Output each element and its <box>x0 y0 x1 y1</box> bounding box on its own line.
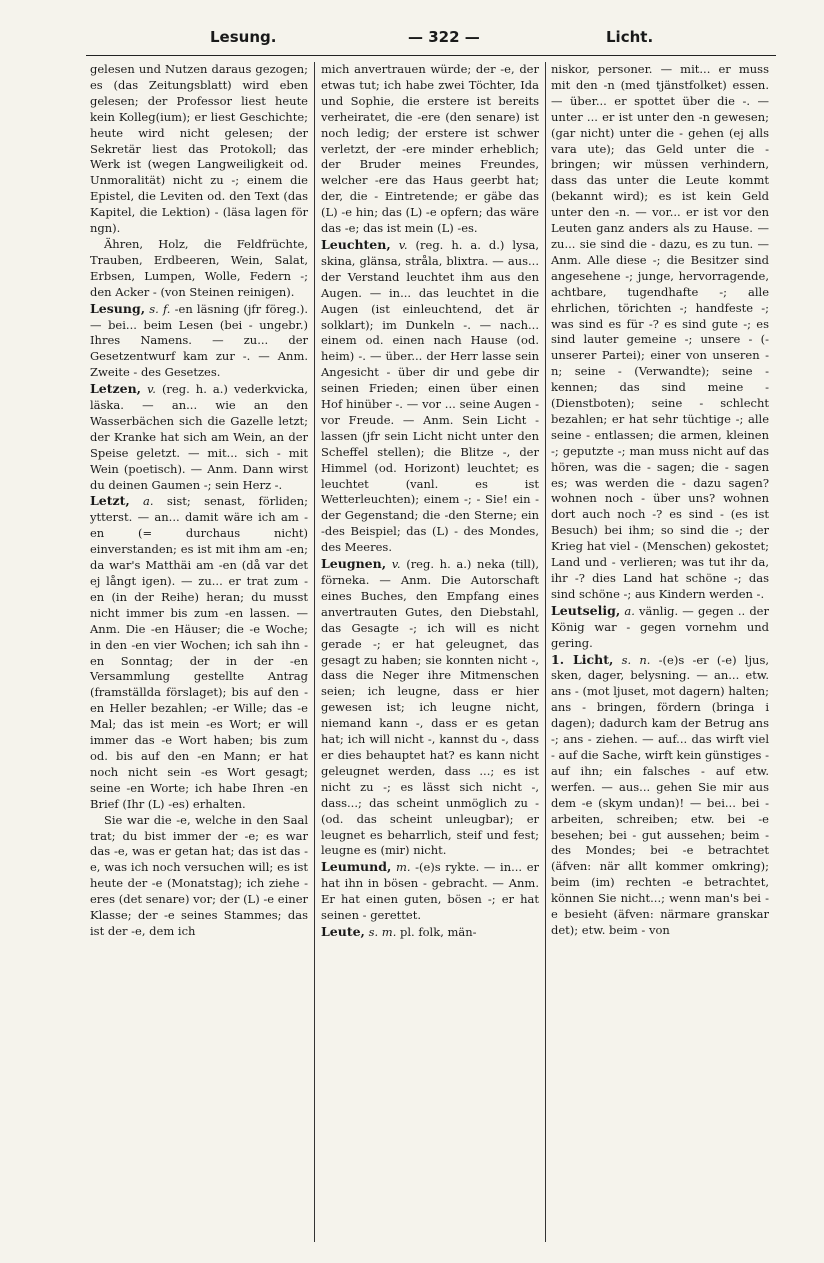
column-3 <box>551 62 769 939</box>
entry-text: Ähren, Holz, die Feldfrüchte, Trauben, Erdbeeren, Wein, Salat, Erbsen, Lumpen, Wolle, Federn -; den Acker - (von Steinen reinigen). <box>90 236 308 299</box>
entry-text: pl. folk, män- <box>400 924 477 939</box>
dictionary-entry <box>90 381 308 493</box>
entry-text: gelesen und Nutzen daraus gezogen; es (das Zeitungsblatt) wird eben gelesen; der Professor liest heute kein Kolleg(ium); er liest Geschichte; heute wird nicht gelesen; der Sekretär liest das Protokoll; das Werk ist (wegen Langweiligkeit od. Unmoralität) nicht zu -; einem die Epistel, die Leviten od. den Text (das Kapitel, die Lektion) - (läsa lagen för ngn). <box>90 62 308 236</box>
headword: Letzen, <box>90 381 142 397</box>
dictionary-entry <box>321 556 539 859</box>
dictionary-entry <box>90 301 308 382</box>
entry-continuation <box>90 237 308 301</box>
dictionary-entry <box>90 493 308 812</box>
entry-text: sist; senast, förliden; ytterst. — an... damit wäre ich am -en (= durchaus nicht) einverstanden; es ist mit ihm am -en; da war's Matthäi am -en (då var det ej långt igen). — zu... er trat zum - en (in der Reihe) heran; du musst nicht immer bis zum -en lassen. — Anm. Die -en Häuser; die -e Woche; in den -en vier Wochen; ich sah ihn -en Sonntag; der in der -en Versammlung gestellte Antrag (framställda förslaget); bis auf den -en Heller bezahlen; -er Wille; das -e Mal; das ist mein -es Wort; er will immer das -e Wort haben; bis zum od. bis auf den -en Mann; er hat noch nicht sein -es Wort gesagt; seine -en Worte; ich habe Ihren -en Brief (Ihr (L) -es) erhalten. <box>90 494 308 811</box>
entry-text: niskor, personer. — mit... er muss mit den -n (med tjänstfolket) essen. — über... er spottet über die -. — unter ... er ist unter den -n gewesen; (gar nicht) unter die - gehen (ej alls vara ute); das Geld unter die - bringen; wir müssen verhindern, dass das unter die Leute kommt (bekannt wird); es ist kein Geld unter den -n. — vor... er ist vor den Leuten ganz anders als zu Hause. — zu... sie sind die - dazu, es zu tun. — Anm. Alle diese -; die Besitzer sind angesehene -; junge, hervorragende, achtbare, tugendhafte -; alle ehrlichen, törichten -; handfeste -; was sind es für -? es sind gute -; es sind lauter gemeine -; unsere - (- unserer Partei); einer von unseren -n; seine - (Verwandte); seine -kennen; das sind meine - (Dienstboten); seine - schlecht bezahlen; er hat sehr tüchtige -; alle seine - entlassen; die armen, kleinen -; geputzte -; man muss nicht auf das hören, was die - sagen; die - sagen es; was werden die - dazu sagen? wohnen noch - über uns? wohnen dort auch noch -? es sind - (es ist Besuch) bei ihm; so sind die -; der Krieg hat viel - (Menschen) gekostet; Land und - verlieren; was tut ihr da, ihr -? dies Land hat schöne -; das sind schöne -; aus Kindern werden -. <box>551 62 769 601</box>
dictionary-entry <box>321 859 539 924</box>
headword: Leutselig, <box>551 602 621 618</box>
grammar-label: a. <box>143 494 154 509</box>
headword: Letzt, <box>90 493 130 509</box>
headword: 1. Licht, <box>551 651 614 667</box>
entry-continuation <box>551 62 769 603</box>
entry-continuation <box>321 62 539 237</box>
entry-text: vänlig. — gegen .. der König war - gegen vornehm und gering. <box>551 603 769 650</box>
entry-text: mich anvertrauen würde; der -e, der etwas tut; ich habe zwei Töchter, Ida und Sophie, die erstere ist bereits verheiratet, die -ere (den senare) ist noch ledig; der erstere ist schwer verletzt, der -ere minder erheblich; der Bruder meines Freundes, welcher -ere das Haus geerbt hat; der, die - Eintretende; er gäbe das (L) -e hin; das (L) -e opfern; das wäre das -e; das ist mein (L) -es. <box>321 62 539 236</box>
headword: Lesung, <box>90 300 146 316</box>
entry-text: (reg. h. a.) vederkvicka, läska. — an... wie an den Wasserbächen sich die Gazelle letzt; der Kranke hat sich am Wein, an der Speise geletzt. — mit... sich - mit Wein (poetisch). — Anm. Dann wirst du deinen Gaumen -; sein Herz -. <box>90 382 309 492</box>
entry-text: -(e)s rykte. — in... er hat ihn in bösen - gebracht. — Anm. Er hat einen guten, bösen -; er hat seinen - gerettet. <box>321 860 539 923</box>
header-right-keyword: Licht. <box>606 28 654 46</box>
grammar-label: v. <box>147 382 156 397</box>
dictionary-entry <box>321 924 539 941</box>
column-divider <box>545 62 546 1242</box>
column-2 <box>321 62 539 941</box>
grammar-label: v. <box>398 237 408 252</box>
entry-text: Sie war die -e, welche in den Saal trat; du bist immer der -e; es war das -e, was er getan hat; das ist das -e, was ich noch versuchen will; es ist heute der -e (Monatstag); ich ziehe -eres (det senare) vor; der (L) -e einer Klasse; der -e seines Stammes; das ist der -e, dem ich <box>90 812 308 938</box>
column-divider <box>314 62 315 1242</box>
grammar-label: s. n. <box>621 652 651 667</box>
entry-text: (reg. h. a. d.) lysa, skina, glänsa, stråla, blixtra. — aus... der Verstand leuchtet ihm aus den Augen. — in... das leuchtet in die Augen (ist einleuchtend, det är solklart); im Dunkeln -. — nach... einem od. einen nach Hause (od. heim) -. — über... der Herr lasse sein Angesicht - über dir und gebe dir seinen Frieden; einen über einen Hof hinüber -. — vor ... seine Augen - vor Freude. — Anm. Sein Licht - lassen (jfr sein Licht nicht unter den Scheffel stellen); die Blitze -, der Himmel (od. Horizont) leuchtet; es leuchtet (vanl. es ist Wetterleuchten); einem -; - Sie! ein -der Gegenstand; die -den Sterne; ein -des Beispiel; das (L) - des Mondes, des Meeres. <box>321 237 540 555</box>
headword: Leumund, <box>321 859 392 875</box>
page-number: — 322 — <box>408 28 480 46</box>
grammar-label: m. <box>395 860 411 875</box>
headword: Leute, <box>321 923 365 939</box>
page-header <box>86 20 776 50</box>
dictionary-entry <box>551 603 769 652</box>
entry-text: -(e)s -er (-e) ljus, sken, dager, belysning. — an... etw. ans - (mot ljuset, mot dagern) halten; ans - bringen, fördern (bringa i dagen); dadurch kam der Betrug ans -; ans - ziehen. — auf... das wirft viel - auf die Sache, wirft kein günstiges - auf ihn; ein falsches - auf etw. werfen. — aus... gehen Sie mir aus dem -e (skym undan)! — bei... bei - arbeiten, schreiben; etw. bei -e besehen; bei - gut aussehen; beim - des Mondes; bei -e betrachtet (äfven: när allt kommer omkring); beim (im) rechten -e betrachtet, können Sie nicht...; wenn man's bei -e besieht (äfven: närmare granskar det); etw. beim - von <box>551 652 769 937</box>
headword: Leugnen, <box>321 556 387 572</box>
entry-continuation <box>90 813 308 940</box>
grammar-label: s. m. <box>368 924 397 939</box>
header-rule <box>86 55 776 56</box>
entry-text: (reg. h. a.) neka (till), förneka. — Anm. Die Autorschaft eines Buches, den Empfang eines anvertrauten Gutes, den Diebstahl, das Gesagte -; ich will es nicht gerade -; er hat geleugnet, das gesagt zu haben; sie konnten nicht -, dass die Neger ihre Mitmenschen seien; ich leugne, dass er hier gewesen ist; ich leugne nicht, niemand kann -, dass er es getan hat; ich will nicht -, kannst du -, dass er dies behauptet hat? es kann nicht geleugnet werden, dass ...; es ist nicht zu -; es lässt sich nicht -, dass...; das scheint unmöglich zu - (od. das scheint unleugbar); er leugnet es beharrlich, steif und fest; leugne es (mir) nicht. <box>321 557 540 858</box>
grammar-label: s. f. <box>149 301 171 316</box>
dictionary-entry <box>551 652 769 939</box>
entry-text: -en läsning (jfr föreg.). — bei... beim Lesen (bei - ungebr.) Ihres Namens. — zu... der Gesetzentwurf kam zur -. — Anm. Zweite - des Gesetzes. <box>90 301 308 380</box>
entry-continuation <box>90 62 308 237</box>
column-1 <box>90 62 308 940</box>
dictionary-entry <box>321 237 539 556</box>
headword: Leuchten, <box>321 236 391 252</box>
grammar-label: v. <box>391 557 401 572</box>
grammar-label: a. <box>624 603 635 618</box>
header-left-keyword: Lesung. <box>210 28 277 46</box>
